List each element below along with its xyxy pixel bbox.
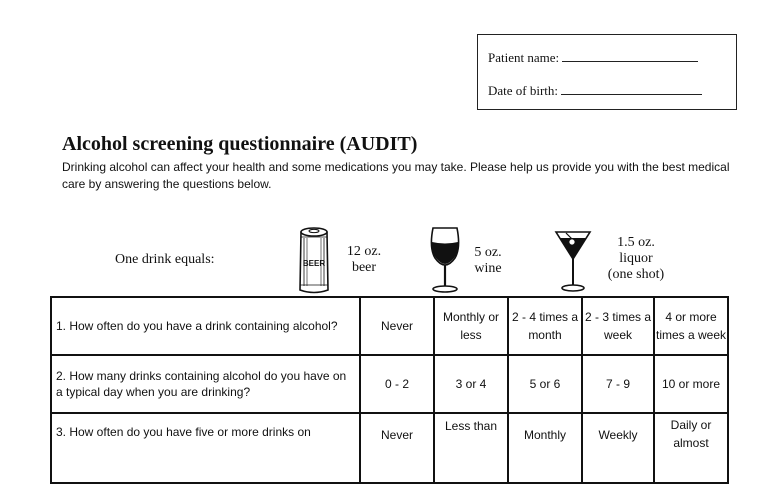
answer-option[interactable]: 4 or more times a week [654,297,728,355]
answer-option[interactable]: Monthly [508,413,582,483]
beer-can-icon [296,224,332,296]
beer-equivalent [344,244,384,276]
beer-can-text: BEER [302,259,326,268]
question-row [51,355,728,413]
beer-label: beer [351,260,377,275]
patient-name-label: Patient name: [488,50,560,65]
wine-amount: 5 oz. [474,245,502,260]
audit-questions-table [50,296,729,484]
patient-name-field[interactable] [562,48,698,62]
answer-option[interactable]: Never [360,297,434,355]
question-row [51,297,728,355]
beer-amount: 12 oz. [346,244,382,259]
answer-option[interactable]: Daily or almost [654,413,728,483]
question-text: 1. How often do you have a drink containing alcohol? [51,297,360,355]
question-text: 3. How often do you have five or more drinks on [51,413,360,483]
answer-option[interactable]: Less than [434,413,508,483]
patient-name-line [488,48,698,66]
page-title: Alcohol screening questionnaire (AUDIT) [62,133,418,155]
answer-option[interactable]: Never [360,413,434,483]
question-row [51,413,728,483]
answer-option[interactable]: 7 - 9 [582,355,654,413]
liquor-note: (one shot) [607,267,665,282]
answer-option[interactable]: 2 - 4 times a month [508,297,582,355]
wine-label: wine [474,261,502,276]
liquor-label: liquor [619,251,653,266]
answer-option[interactable]: 10 or more [654,355,728,413]
patient-info-box [477,34,737,110]
liquor-equivalent [598,235,674,283]
wine-equivalent [468,245,508,277]
answer-option[interactable]: Monthly or less [434,297,508,355]
answer-option[interactable]: 0 - 2 [360,355,434,413]
date-of-birth-field[interactable] [561,81,702,95]
intro-text: Drinking alcohol can affect your health and some medications you may take. Please help us provide you with the best medical care by answering the questions below. [62,160,730,191]
liquor-amount: 1.5 oz. [617,235,655,250]
drink-equivalents-label: One drink equals: [115,252,215,267]
answer-option[interactable]: 5 or 6 [508,355,582,413]
date-of-birth-label: Date of birth: [488,83,559,98]
answer-option[interactable]: 2 - 3 times a week [582,297,654,355]
answer-option[interactable]: Weekly [582,413,654,483]
answer-option[interactable]: 3 or 4 [434,355,508,413]
wine-glass-icon [428,226,462,294]
question-text: 2. How many drinks containing alcohol do you have on a typical day when you are drinking? [51,355,360,413]
date-of-birth-line [488,81,702,99]
martini-glass-icon [554,229,592,293]
